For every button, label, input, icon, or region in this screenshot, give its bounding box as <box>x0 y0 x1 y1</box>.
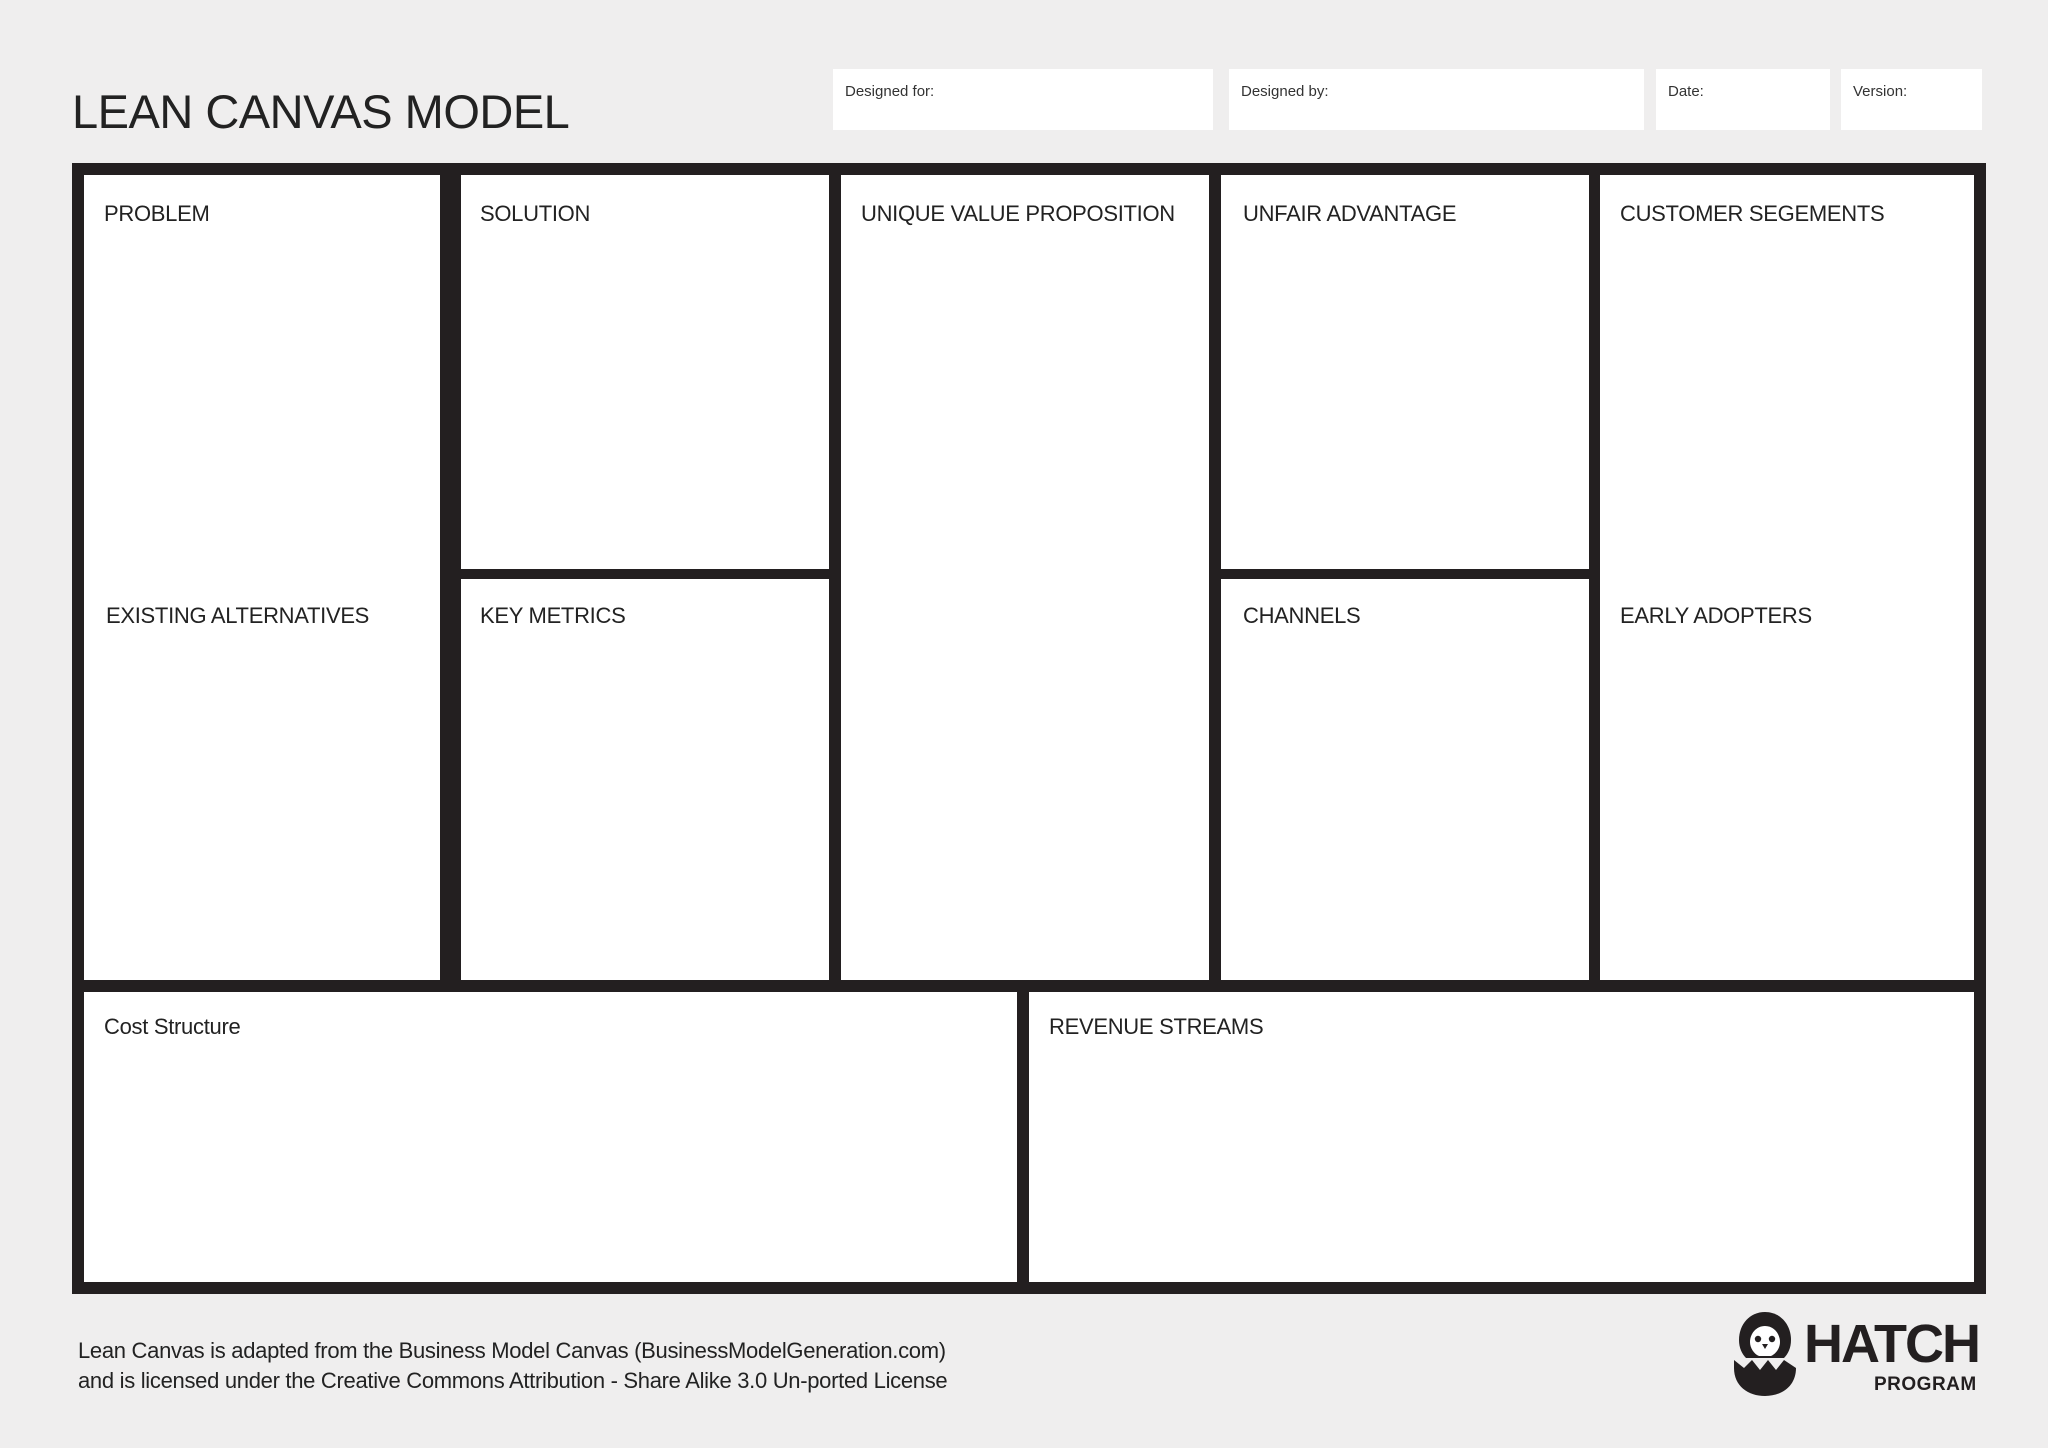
cost-structure-section[interactable] <box>84 992 1017 1282</box>
logo-wordmark: HATCH <box>1804 1314 1979 1374</box>
key-metrics-section[interactable] <box>461 579 829 980</box>
problem-section[interactable] <box>84 175 440 980</box>
designed-for-field[interactable] <box>833 69 1213 130</box>
version-field[interactable] <box>1841 69 1982 130</box>
early-adopters-label: EARLY ADOPTERS <box>1620 603 1812 628</box>
designed-for-label: Designed for: <box>845 83 935 100</box>
unique-value-proposition-section[interactable] <box>841 175 1209 980</box>
penguin-egg-icon <box>1732 1308 1798 1398</box>
unfair-advantage-label: UNFAIR ADVANTAGE <box>1243 201 1457 226</box>
page-title: LEAN CANVAS MODEL <box>72 85 570 138</box>
revenue-streams-section[interactable] <box>1029 992 1974 1282</box>
cost-structure-label: Cost Structure <box>104 1014 241 1039</box>
key-metrics-label: KEY METRICS <box>480 603 626 628</box>
license-line-1: Lean Canvas is adapted from the Business Model Canvas (BusinessModelGeneration.com) <box>78 1338 946 1363</box>
solution-label: SOLUTION <box>480 201 591 226</box>
existing-alternatives-label: EXISTING ALTERNATIVES <box>106 603 370 628</box>
logo-subtitle: PROGRAM <box>1874 1374 1977 1395</box>
designed-by-label: Designed by: <box>1241 83 1329 100</box>
version-label: Version: <box>1853 83 1908 100</box>
hatch-logo <box>1732 1308 1977 1400</box>
license-line-2: and is licensed under the Creative Commons Attribution - Share Alike 3.0 Un-ported License <box>78 1368 948 1393</box>
problem-label: PROBLEM <box>104 201 210 226</box>
channels-section[interactable] <box>1221 579 1589 980</box>
revenue-streams-label: REVENUE STREAMS <box>1049 1014 1264 1039</box>
date-field[interactable] <box>1656 69 1830 130</box>
customer-segments-section[interactable] <box>1600 175 1974 980</box>
designed-by-field[interactable] <box>1229 69 1644 130</box>
license-note <box>78 1336 947 1396</box>
date-label: Date: <box>1668 83 1704 100</box>
customer-segments-label: CUSTOMER SEGEMENTS <box>1620 201 1885 226</box>
unfair-advantage-section[interactable] <box>1221 175 1589 569</box>
channels-label: CHANNELS <box>1243 603 1361 628</box>
unique-value-proposition-label: UNIQUE VALUE PROPOSITION <box>861 201 1175 226</box>
lean-canvas-board <box>72 163 1986 1294</box>
solution-section[interactable] <box>461 175 829 569</box>
